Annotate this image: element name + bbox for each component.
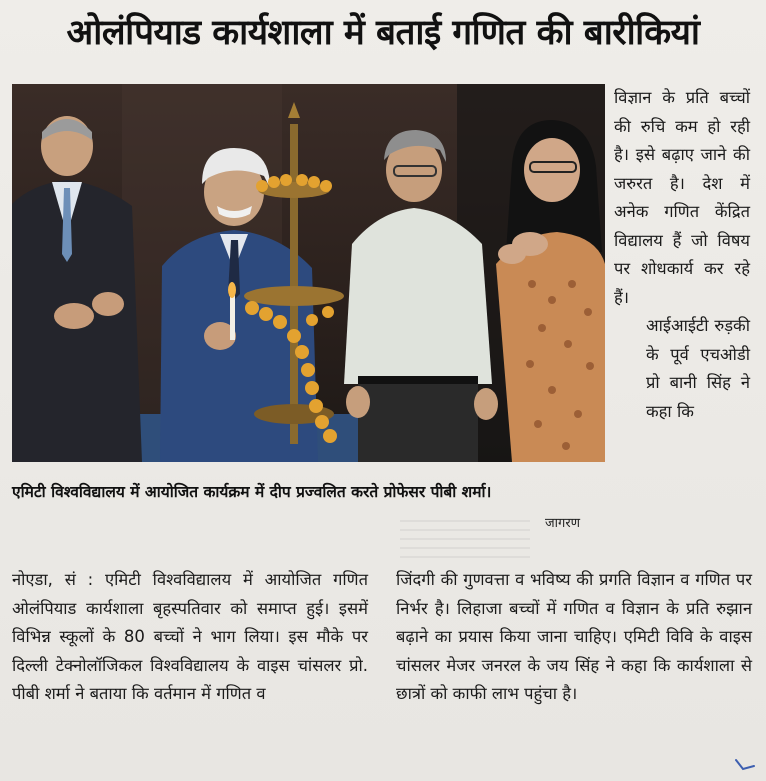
side-column — [614, 84, 750, 426]
article-body-right: जिंदगी की गुणवत्ता व भविष्य की प्रगति विज्ञान व गणित पर निर्भर है। लिहाजा बच्चों में गणित व विज्ञान के प्रति रुझान बढ़ाने का प्रयास किया जाना चाहिए। एमिटी विवि के वाइस चांसलर मेजर जनरल के जय सिंह ने कहा कि कार्यशाला से छात्रों को काफी लाभ पहुंचा है। — [396, 570, 752, 703]
side-paragraph-1: विज्ञान के प्रति बच्चों की रुचि कम हो रही है। इसे बढ़ाए जाने की जरुरत है। देश में अनेक गणित केंद्रित विद्यालय हैं जो विषय पर शोधकार्य कर रहे हैं। — [614, 88, 750, 307]
headline: ओलंपियाड कार्यशाला में बताई गणित की बारीकियां — [66, 13, 700, 53]
photo-credit: जागरण — [545, 516, 581, 531]
pen-mark-icon — [734, 757, 756, 771]
news-photo — [12, 84, 605, 462]
faint-text-bleed — [400, 520, 530, 560]
photo-caption: एमिटी विश्वविद्यालय में आयोजित कार्यक्रम में दीप प्रज्वलित करते प्रोफेसर पीबी शर्मा। — [12, 483, 492, 501]
side-paragraph-2: आईआईटी रुड़की के पूर्व एचओडी प्रो बानी सिंह ने कहा कि — [646, 316, 750, 421]
article-body-left: नोएडा, सं : एमिटी विश्वविद्यालय में आयोजित गणित ओलंपियाड कार्यशाला बृहस्पतिवार को समाप्त हुई। इसमें विभिन्न स्कूलों के 80 बच्चों ने भाग लिया। इस मौके पर दिल्ली टेक्नोलॉजिकल विश्वविद्यालय के वाइस चांसलर प्रो. पीबी शर्मा ने बताया कि वर्तमान में गणित व — [12, 570, 368, 703]
